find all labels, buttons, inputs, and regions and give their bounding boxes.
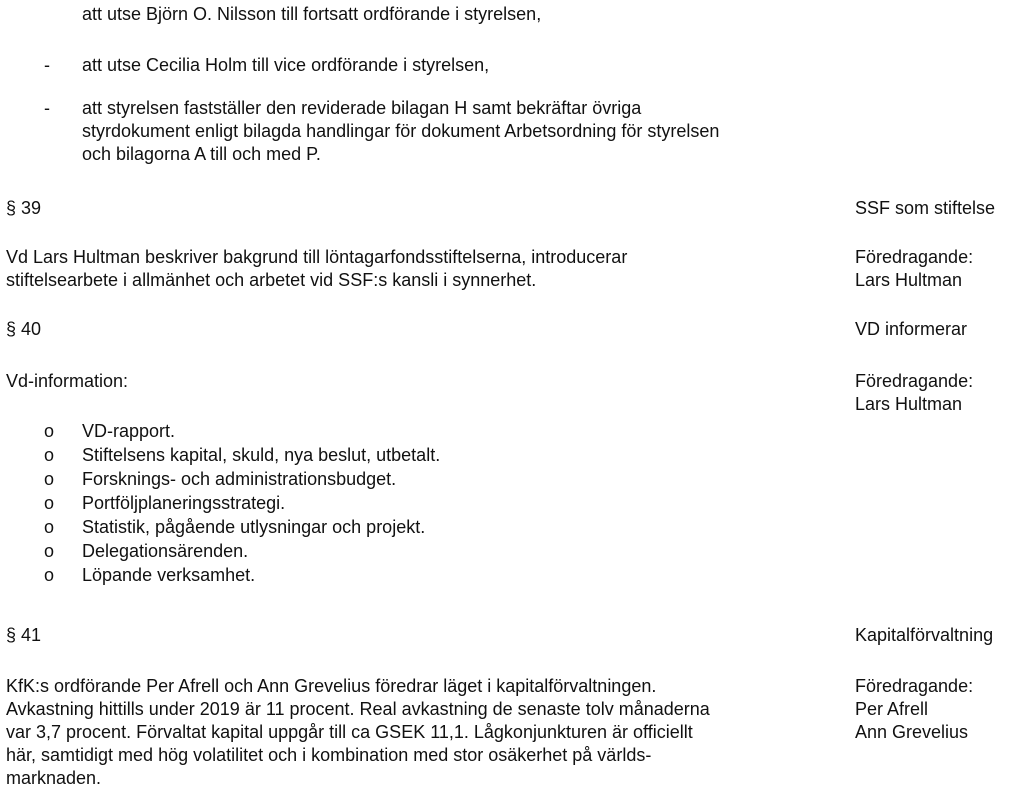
list-item: Portföljplaneringsstrategi. (82, 493, 286, 513)
presenter-label: Föredragande: (855, 371, 974, 391)
presenter-name: Lars Hultman (855, 394, 963, 414)
body-line: marknaden. (6, 768, 102, 788)
presenter-name: Per Afrell (855, 699, 929, 719)
body-line: här, samtidigt med hög volatilitet och i kombination med stor osäkerhet på världs- (6, 745, 652, 765)
bullet-marker: o (44, 445, 55, 465)
decision-line: att utse Cecilia Holm till vice ordförande i styrelsen, (82, 55, 490, 75)
presenter-label: Föredragande: (855, 247, 974, 267)
list-item: Delegationsärenden. (82, 541, 249, 561)
body-line: Vd Lars Hultman beskriver bakgrund till löntagarfondsstiftelserna, introducerar (6, 247, 628, 267)
bullet-marker: o (44, 565, 55, 585)
bullet-marker: o (44, 517, 55, 537)
decision-line: styrdokument enligt bilagda handlingar för dokument Arbetsordning för styrelsen (82, 121, 720, 141)
list-item: Stiftelsens kapital, skuld, nya beslut, utbetalt. (82, 445, 441, 465)
bullet-marker: o (44, 493, 55, 513)
presenter-name: Ann Grevelius (855, 722, 969, 742)
decision-line: att utse Björn O. Nilsson till fortsatt ordförande i styrelsen, (82, 4, 542, 24)
body-line: Avkastning hittills under 2019 är 11 procent. Real avkastning de senaste tolv månaderna (6, 699, 710, 719)
section-number: § 41 (6, 625, 42, 645)
dash-marker: - (44, 98, 50, 118)
presenter-name: Lars Hultman (855, 270, 963, 290)
section-heading: Vd-information: (6, 371, 129, 391)
bullet-marker: o (44, 469, 55, 489)
list-item: Löpande verksamhet. (82, 565, 256, 585)
section-number: § 40 (6, 319, 42, 339)
list-item: Forsknings- och administrationsbudget. (82, 469, 397, 489)
bullet-marker: o (44, 421, 55, 441)
body-line: var 3,7 procent. Förvaltat kapital uppgår till ca GSEK 11,1. Lågkonjunkturen är officiellt (6, 722, 693, 742)
decision-line: och bilagorna A till och med P. (82, 144, 321, 164)
section-topic: SSF som stiftelse (855, 198, 996, 218)
bullet-marker: o (44, 541, 55, 561)
dash-marker: - (44, 55, 50, 75)
section-number: § 39 (6, 198, 42, 218)
body-line: stiftelsearbete i allmänhet och arbetet vid SSF:s kansli i synnerhet. (6, 270, 537, 290)
list-item: Statistik, pågående utlysningar och projekt. (82, 517, 426, 537)
section-topic: VD informerar (855, 319, 968, 339)
list-item: VD-rapport. (82, 421, 176, 441)
decision-line: att styrelsen fastställer den reviderade bilagan H samt bekräftar övriga (82, 98, 642, 118)
body-line: KfK:s ordförande Per Afrell och Ann Grevelius föredrar läget i kapitalförvaltningen. (6, 676, 657, 696)
section-topic: Kapitalförvaltning (855, 625, 994, 645)
presenter-label: Föredragande: (855, 676, 974, 696)
